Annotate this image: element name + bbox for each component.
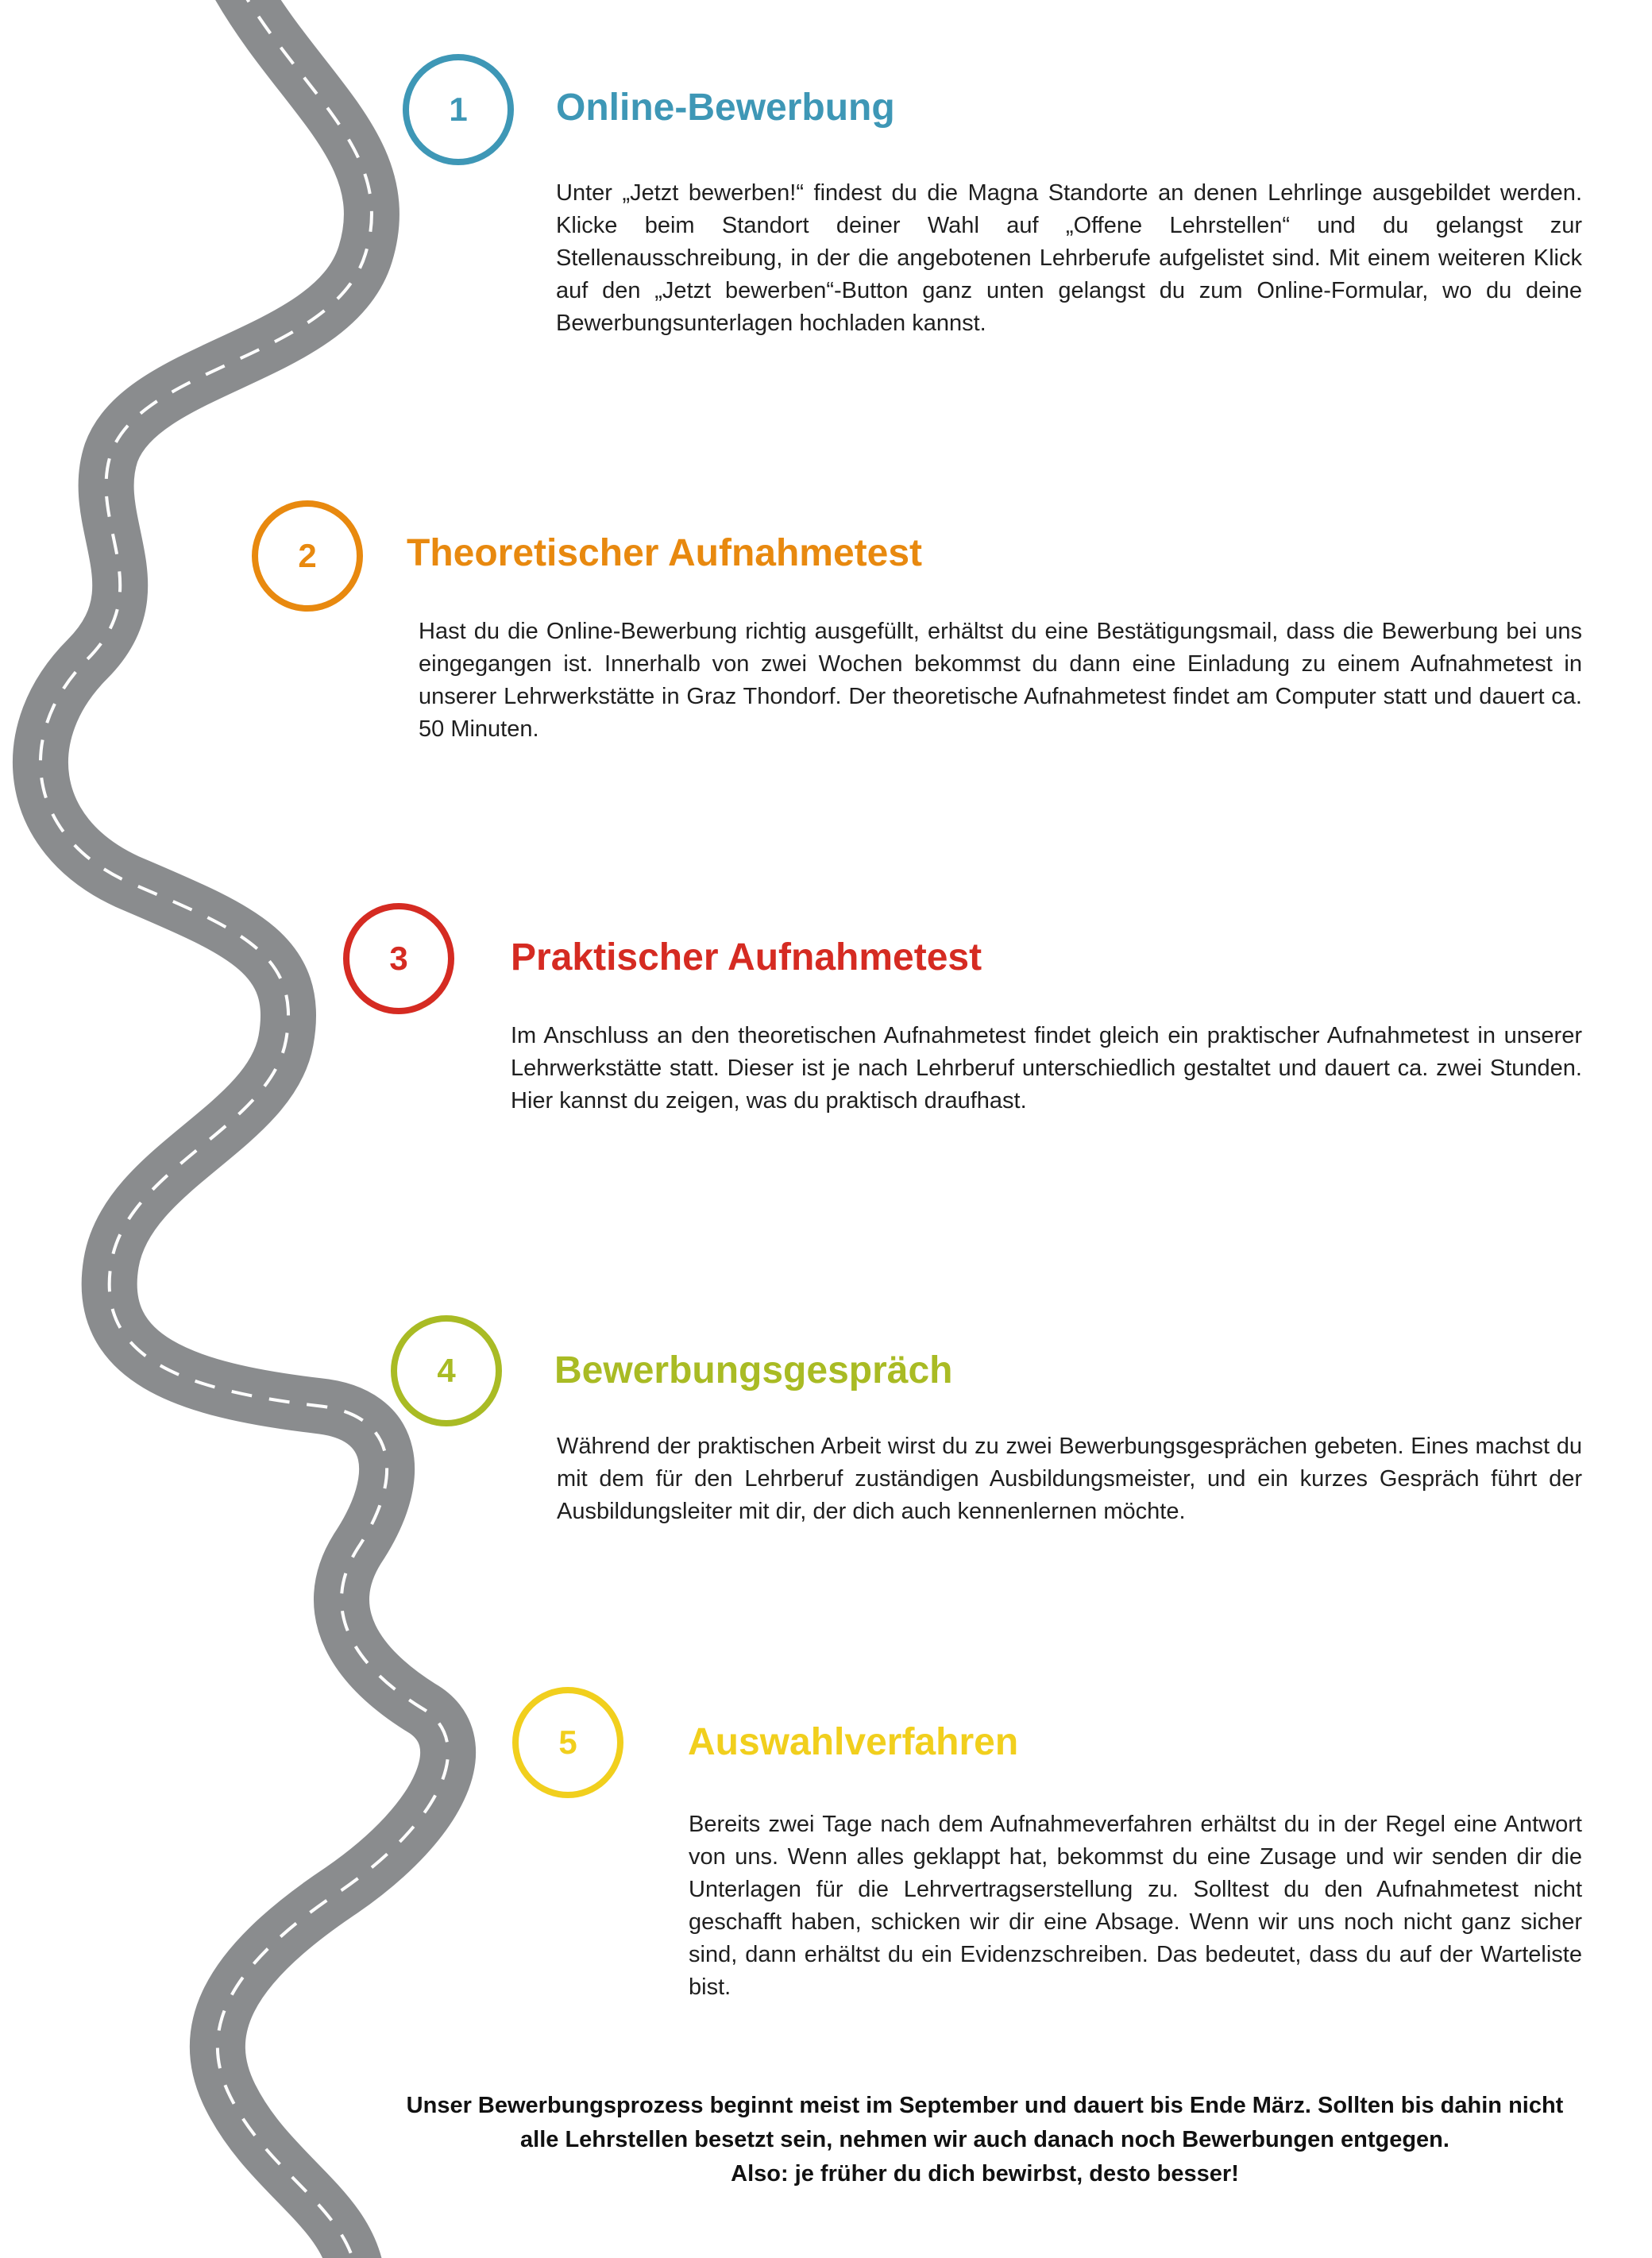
step-4-title: Bewerbungsgespräch <box>554 1349 953 1391</box>
step-1-number-circle <box>403 54 514 165</box>
step-1-number: 1 <box>449 91 468 128</box>
step-1-text: Unter „Jetzt bewerben!“ findest du die Magna Standorte an denen Lehrlinge ausgebildet werden. Klicke beim Standort deiner Wahl auf „Offene Lehrstellen“ und du gelangst zur Stellenausschreibung, in der die angebotenen Lehrberufe aufgelistet sind. Mit einem weiteren Klick auf den „Jetzt bewerben“-Button ganz unten gelangst du zum Online-Formular, wo du deine Bewerbungsunterlagen hochladen kannst. <box>556 180 1582 336</box>
step-2-number-circle <box>252 500 363 612</box>
step-3-number-circle <box>343 903 454 1014</box>
step-3-number: 3 <box>389 940 408 977</box>
step-4-number-circle <box>391 1315 502 1426</box>
closing-line-2: alle Lehrstellen besetzt sein, nehmen wir auch danach noch Bewerbungen entgegen. <box>520 2127 1449 2152</box>
step-5-number: 5 <box>558 1723 577 1761</box>
step-2-title: Theoretischer Aufnahmetest <box>407 532 923 574</box>
step-5-text: Bereits zwei Tage nach dem Aufnahmeverfahren erhältst du in der Regel eine Antwort von uns. Wenn alles geklappt hat, bekommst du eine Zusage und wir senden dir die Unterlagen für die Lehrvertragserstellung zu. Solltest du den Aufnahmetest nicht geschafft haben, schicken wir dir eine Absage. Wenn wir uns noch nicht ganz sicher sind, dann erhältst du ein Evidenzschreiben. Das bedeutet, dass du auf der Warteliste bist. <box>689 1812 1582 2000</box>
closing-line-1: Unser Bewerbungsprozess beginnt meist im September und dauert bis Ende März. Sollten bis dahin nicht <box>406 2093 1564 2118</box>
step-1-title: Online-Bewerbung <box>556 87 895 129</box>
step-5-title: Auswahlverfahren <box>688 1721 1019 1763</box>
step-5-number-circle <box>512 1687 623 1798</box>
step-4-number: 4 <box>437 1352 456 1389</box>
step-2-text: Hast du die Online-Bewerbung richtig ausgefüllt, erhältst du eine Bestätigungsmail, dass die Bewerbung bei uns eingegangen ist. Innerhalb von zwei Wochen bekommst du dann eine Einladung zu einem Aufnahmetest in unserer Lehrwerkstätte in Graz Thondorf. Der theoretische Aufnahmetest findet am Computer statt und dauert ca. 50 Minuten. <box>419 619 1582 742</box>
closing-note <box>373 2089 1596 2191</box>
step-3-title: Praktischer Aufnahmetest <box>511 936 982 978</box>
step-4-text: Während der praktischen Arbeit wirst du zu zwei Bewerbungsgesprächen gebeten. Eines machst du mit dem für den Lehrberuf zuständigen Ausbildungsmeister, und ein kurzes Gespräch führt der Ausbildungsleiter mit dir, der dich auch kennenlernen möchte. <box>557 1434 1582 1524</box>
road-surface <box>41 0 448 2258</box>
closing-line-3: Also: je früher du dich bewirbst, desto besser! <box>731 2161 1239 2187</box>
step-2-number: 2 <box>298 537 317 574</box>
step-3-text: Im Anschluss an den theoretischen Aufnahmetest findet gleich ein praktischer Aufnahmetest in unserer Lehrwerkstätte statt. Dieser ist je nach Lehrberuf unterschiedlich gestaltet und dauert ca. zwei Stunden. Hier kannst du zeigen, was du praktisch draufhast. <box>511 1023 1582 1114</box>
